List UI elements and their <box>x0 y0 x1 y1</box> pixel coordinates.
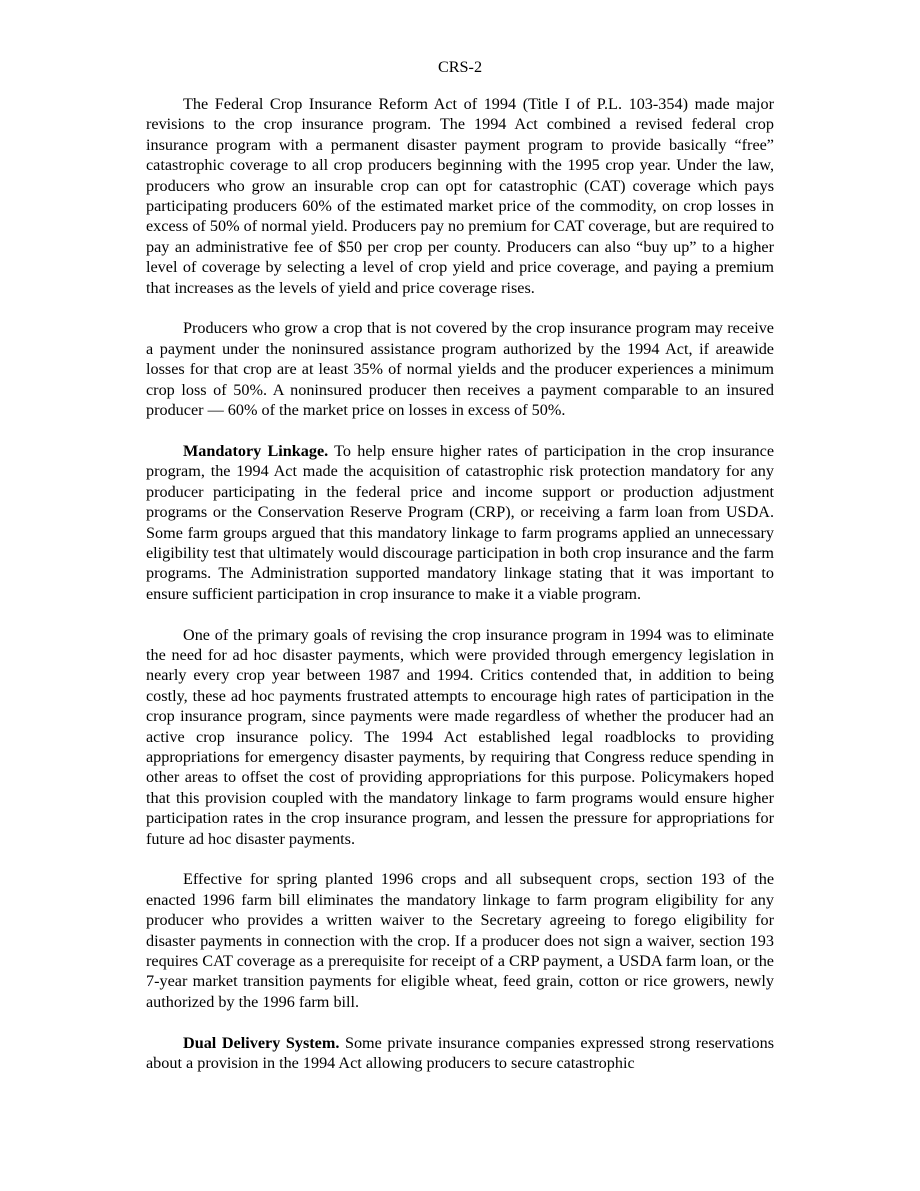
paragraph-mandatory-linkage <box>146 441 774 604</box>
paragraph-reform-act <box>146 94 774 298</box>
paragraph-text: To help ensure higher rates of participation in the crop insurance program, the 1994 Act made the acquisition of catastrophic risk protection mandatory for any producer participating in the federal price and income support or production adjustment programs or the Conservation Reserve Program (CRP), or receiving a farm loan from USDA. Some farm groups argued that this mandatory linkage to farm programs applied an unnecessary eligibility test that ultimately would discourage participation in both crop insurance and the farm programs. The Administration supported mandatory linkage stating that it was important to ensure sufficient participation in crop insurance to make it a viable program. <box>146 441 774 603</box>
body-text <box>146 94 774 1073</box>
paragraph-noninsured-assistance <box>146 318 774 420</box>
paragraph-text: One of the primary goals of revising the crop insurance program in 1994 was to eliminate the need for ad hoc disaster payments, which were provided through emergency legislation in nearly every crop year between 1987 and 1994. Critics contended that, in addition to being costly, these ad hoc payments frustrated attempts to encourage high rates of participation in the crop insurance program, since payments were made regardless of whether the producer had an active crop insurance policy. The 1994 Act established legal roadblocks to providing appropriations for emergency disaster payments, by requiring that Congress reduce spending in other areas to offset the cost of providing appropriations for this purpose. Policymakers hoped that this provision coupled with the mandatory linkage to farm programs would ensure higher participation rates in the crop insurance program, and lessen the pressure for appropriations for future ad hoc disaster payments. <box>146 625 774 848</box>
paragraph-ad-hoc-disaster <box>146 625 774 849</box>
paragraph-text: The Federal Crop Insurance Reform Act of 1994 (Title I of P.L. 103-354) made major revisions to the crop insurance program. The 1994 Act combined a revised federal crop insurance program with a permanent disaster payment program to provide basically “free” catastrophic coverage to all crop producers beginning with the 1995 crop year. Under the law, producers who grow an insurable crop can opt for catastrophic (CAT) coverage which pays participating producers 60% of the estimated market price of the commodity, on crop losses in excess of 50% of normal yield. Producers pay no premium for CAT coverage, but are required to pay an administrative fee of $50 per crop per county. Producers can also “buy up” to a higher level of coverage by selecting a level of crop yield and price coverage, and paying a premium that increases as the levels of yield and price coverage rises. <box>146 95 774 297</box>
run-in-heading: Dual Delivery System. <box>183 1033 340 1052</box>
run-in-heading: Mandatory Linkage. <box>183 441 329 460</box>
page-header: CRS-2 <box>437 58 483 76</box>
paragraph-dual-delivery <box>146 1033 774 1074</box>
paragraph-text: Some private insurance companies expressed strong reservations about a provision in the 1994 Act allowing producers to secure catastrophic <box>146 1033 774 1073</box>
paragraph-section-193 <box>146 869 774 1012</box>
paragraph-text: Producers who grow a crop that is not covered by the crop insurance program may receive a payment under the noninsured assistance program authorized by the 1994 Act, if areawide losses for that crop are at least 35% of normal yields and the producer experiences a minimum crop loss of 50%. A noninsured producer then receives a payment comparable to an insured producer — 60% of the market price on losses in excess of 50%. <box>146 319 774 420</box>
paragraph-text: Effective for spring planted 1996 crops and all subsequent crops, section 193 of the enacted 1996 farm bill eliminates the mandatory linkage to farm program eligibility for any producer who provides a written waiver to the Secretary agreeing to forego eligibility for disaster payments in connection with the crop. If a producer does not sign a waiver, section 193 requires CAT coverage as a prerequisite for receipt of a CRP payment, a USDA farm loan, or the 7-year market transition payments for eligible wheat, feed grain, cotton or rice growers, newly authorized by the 1996 farm bill. <box>146 870 774 1011</box>
